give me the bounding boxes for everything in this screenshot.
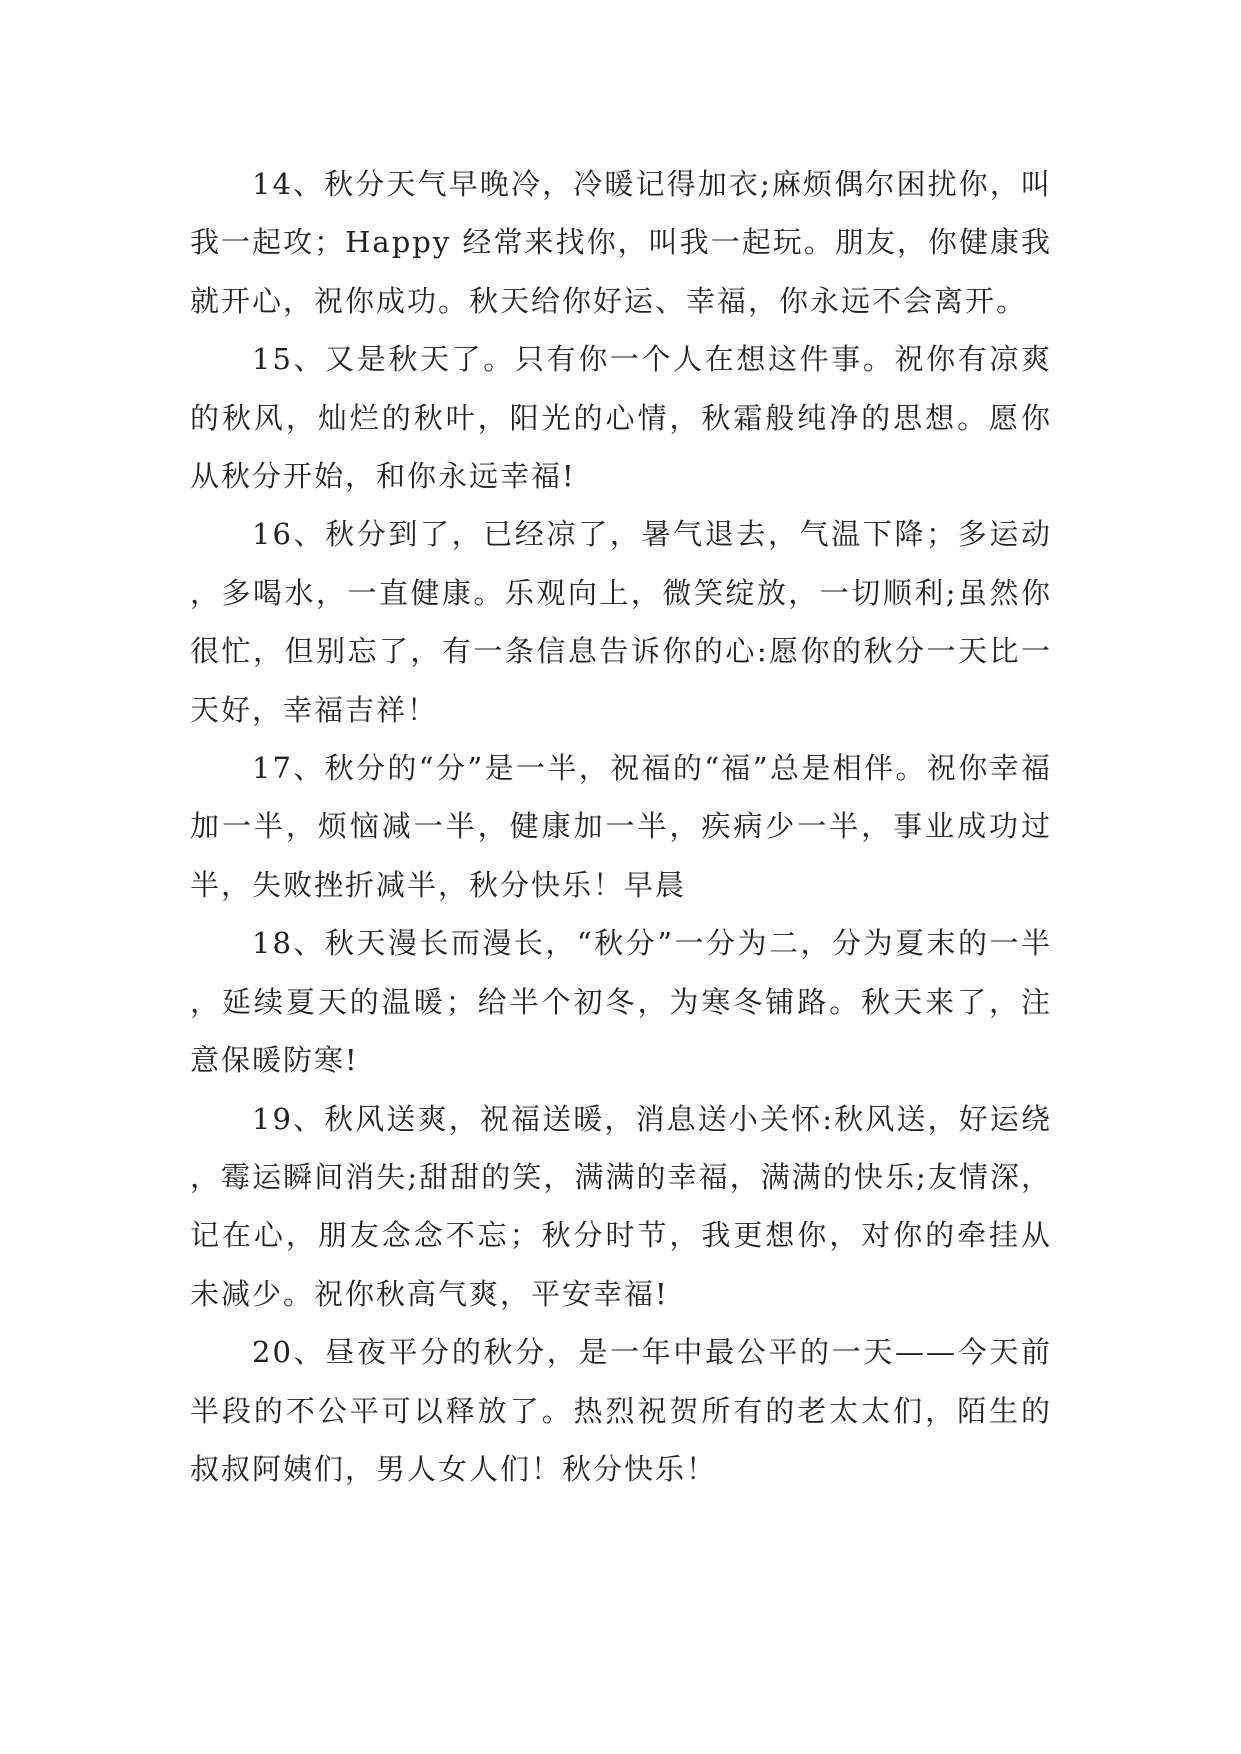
paragraph-14: 14、秋分天气早晚冷，冷暖记得加衣;麻烦偶尔困扰你，叫我一起攻；Happy 经常来找你，叫我一起玩。朋友，你健康我就开心，祝你成功。秋天给你好运、幸福，你永远不会离开。 [190,167,1052,318]
paragraph-16: 16、秋分到了，已经凉了，暑气退去，气温下降；多运动，多喝水，一直健康。乐观向上，微笑绽放，一切顺利;虽然你很忙，但别忘了，有一条信息告诉你的心:愿你的秋分一天比一天好，幸福吉祥！ [190,517,1052,727]
paragraph-18: 18、秋天漫长而漫长，“秋分”一分为二，分为夏末的一半，延续夏天的温暖；给半个初冬，为寒冬铺路。秋天来了，注意保暖防寒! [190,926,1052,1078]
paragraph-15: 15、又是秋天了。只有你一个人在想这件事。祝你有凉爽的秋风，灿烂的秋叶，阳光的心情，秋霜般纯净的思想。愿你从秋分开始，和你永远幸福! [190,342,1052,494]
paragraph-17: 17、秋分的“分”是一半，祝福的“福”总是相伴。祝你幸福加一半，烦恼减一半，健康加一半，疾病少一半，事业成功过半，失败挫折减半，秋分快乐！早晨 [190,751,1052,902]
paragraph-19: 19、秋风送爽，祝福送暖，消息送小关怀:秋风送，好运绕，霉运瞬间消失;甜甜的笑，满满的幸福，满满的快乐;友情深，记在心，朋友念念不忘；秋分时节，我更想你，对你的牵挂从未减少。祝你秋高气爽，平安幸福! [190,1101,1052,1311]
paragraph-20: 20、昼夜平分的秋分，是一年中最公平的一天——今天前半段的不公平可以释放了。热烈祝贺所有的老太太们，陌生的叔叔阿姨们，男人女人们！秋分快乐！ [190,1335,1052,1486]
document-body [190,155,1052,1498]
